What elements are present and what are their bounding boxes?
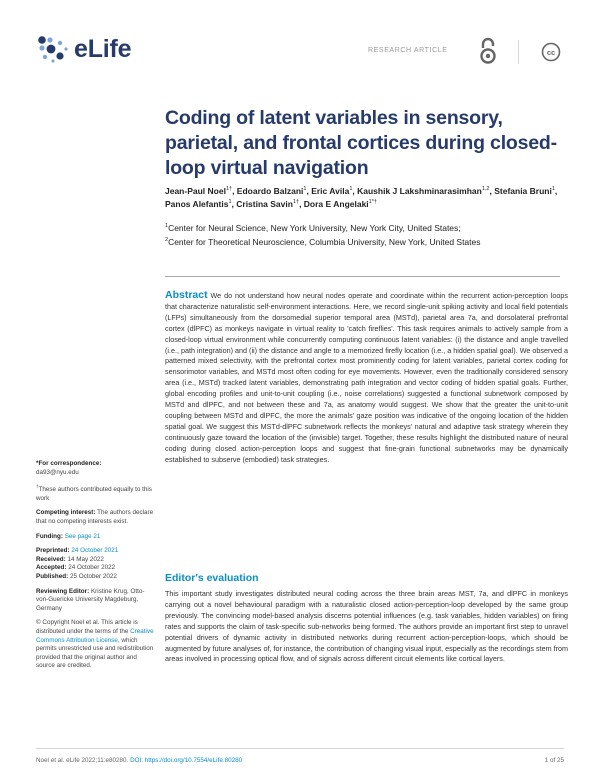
copyright-post: , which permits unrestricted use and redistribution provided that the original author and source are credited.: [36, 636, 154, 670]
correspondence-label: *For correspondence:: [36, 460, 102, 467]
author-affiliation-mark: 1: [303, 186, 307, 192]
date-value: 14 May 2022: [67, 555, 104, 563]
elife-logo[interactable]: [36, 34, 131, 64]
reviewing-editor: [36, 588, 154, 614]
affiliation-text: Center for Neural Science, New York University, New York City, United States;: [168, 222, 461, 233]
competing-text: The authors declare that no competing interests exist.: [36, 509, 154, 526]
author-affiliation-mark: 1,2: [481, 186, 490, 192]
funding-label: Funding:: [36, 532, 63, 540]
citation-text: Noel et al. eLife 2022;11:e80280.: [36, 757, 129, 764]
page-number: 1 of 25: [544, 757, 564, 764]
author-affiliation-mark: 1: [551, 186, 555, 192]
correspondence-email[interactable]: da93@nyu.edu: [36, 468, 79, 476]
date-row: [36, 556, 154, 565]
copyright-notice: [36, 619, 154, 671]
affiliation-number: 2: [165, 236, 169, 243]
open-access-icon[interactable]: [479, 37, 497, 65]
doi-label: DOI:: [130, 757, 144, 764]
funding-link[interactable]: See page 21: [64, 532, 101, 540]
equal-contribution-note: [36, 483, 154, 503]
competing-label: Competing interest:: [36, 509, 96, 517]
affiliation-item: [165, 220, 560, 234]
svg-text:cc: cc: [546, 48, 556, 57]
footer-divider: [36, 748, 564, 749]
cc-license-link[interactable]: Creative Commons Attribution License: [36, 628, 154, 644]
article-type-label: RESEARCH ARTICLE: [368, 47, 448, 54]
author-affiliation-mark: 1*†: [368, 199, 377, 206]
reviewing-label: Reviewing Editor:: [36, 587, 90, 595]
doi-link[interactable]: https://doi.org/10.7554/eLife.80280: [144, 757, 243, 764]
title-divider: [165, 276, 560, 277]
creative-commons-icon[interactable]: [541, 42, 561, 62]
author-list: Jean-Paul Noel$^{1\dagger}$, Edoardo Balzani$^1$, Eric Avila$^1$, Kaushik J Lakshminarasimhan$^{1,2}$, Stefania Bruni$^1$, Panos Alefantis$^1$, Cristina Savin$^{1\dagger}$, Dora E Angelaki$^{1*\dagger}$: [165, 185, 558, 210]
affiliation-text: Center for Theoretical Neuroscience, Columbia University, New York, United States: [168, 236, 481, 247]
equal-contrib-text: These authors contributed equally to this work: [36, 486, 152, 502]
date-value: 24 October 2022: [68, 564, 116, 572]
date-label: Accepted:: [36, 564, 67, 572]
date-label: Preprinted:: [36, 547, 70, 555]
date-row: [36, 564, 154, 573]
editor-evaluation-text: This important study investigates distributed neural coding across the three brain areas MST, 7a, and dlPFC in monkeys carrying out a novel behavioural paradigm with a naturalistic closed action-perception-loop developed by the same group previously. The convincing model-based analysis discerns potential influences (e.g. task variables, hidden variables) on firing rates and supports the claim of task-specific sub-networks being formed. The authors provide an important first step to unravel potential drivers of dynamic activity in distributed networks during recurrent action-perception-loops, which should be augmented by future analyses of, for instance, the contribution of changing visual input, especially as the recordings stem from areas involved in processing optical flow, and of signals across different circuit elements like cortical layers.: [165, 589, 568, 664]
date-value[interactable]: 24 October 2021: [71, 547, 119, 555]
author-name[interactable]: Cristina Savin: [236, 199, 293, 210]
date-row: [36, 573, 154, 582]
article-info-sidebar: [36, 460, 154, 677]
abstract: [165, 290, 568, 466]
header-divider: [518, 40, 519, 64]
date-value: 25 October 2022: [69, 573, 117, 581]
abstract-text: We do not understand how neural nodes operate and coordinate within the recurrent action-perception loops that characterize naturalistic self-environment interactions. Here, we record single-unit spiking activity and local field potentials (LFPs) simultaneously from the dorsomedial superior temporal area (MSTd), parietal area 7a, and dorsolateral prefrontal cortex (dlPFC) as monkeys navigate in virtual reality to 'catch fireflies'. This task requires animals to actively sample from a closed-loop virtual environment while concurrently computing continuous latent variables: (i) the distance and angle travelled (i.e., path integration) and (ii) the distance and angle to a memorized firefly location (i.e., a hidden spatial goal). We observed a patterned mixed selectivity, with the prefrontal cortex most prominently coding for latent variables, parietal cortex coding for sensorimotor variables, and MSTd most often coding for eye movements. However, even the traditionally considered sensory area (i.e., MSTd) tracked latent variables, demonstrating path integration and vector coding of hidden spatial goals. Further, global encoding profiles and unit-to-unit coupling (i.e., noise correlations) suggested a functional subnetwork composed by MSTd and dlPFC, and not between these and 7a, as anatomy would suggest. We show that the greater the unit-to-unit coupling between MSTd and dlPFC, the more the animals' gaze position was indicative of the ongoing location of the hidden spatial goal. We suggest this MSTd-dlPFC subnetwork reflects the monkeys' natural and adaptive task strategy wherein they continuously gaze toward the location of the (invisible) target. Together, these results highlight the distributed nature of neural coding during closed action-perception loops and suggest that fine-grain functional subnetworks may be dynamically established to subserve (embodied) task strategies.: [165, 291, 568, 464]
copyright-icon: ©: [36, 619, 41, 627]
elife-logo-icon: [36, 34, 70, 64]
author-name[interactable]: Dora E Angelaki: [303, 199, 369, 210]
author-name[interactable]: Stefania Bruni: [494, 185, 552, 196]
author-affiliation-mark: 1†: [292, 199, 300, 206]
reviewing-text: Kristine Krug, Otto-von-Guericke University Magdeburg, Germany: [36, 587, 145, 612]
affiliation-number: 1: [165, 223, 169, 229]
article-dates: [36, 547, 154, 581]
abstract-heading: Abstract: [165, 289, 208, 301]
author-affiliation-mark: 1: [228, 199, 232, 206]
author-name[interactable]: Panos Alefantis: [165, 199, 229, 210]
copyright-pre: Copyright Noel et al. This article is distributed under the terms of the: [36, 619, 138, 635]
affiliations: [165, 220, 560, 248]
footer-citation: [36, 757, 242, 764]
date-label: Received:: [36, 555, 66, 563]
editor-evaluation-heading: Editor's evaluation: [165, 572, 259, 584]
author-name[interactable]: Eric Avila: [311, 185, 350, 196]
author-name[interactable]: Jean-Paul Noel: [165, 185, 226, 196]
author-affiliation-mark: 1†: [225, 186, 233, 192]
article-title: Coding of latent variables in sensory, parietal, and frontal cortices during closed-loop virtual navigation: [165, 107, 557, 179]
equal-contrib-mark: †: [36, 484, 39, 490]
affiliation-item: [165, 234, 560, 248]
date-label: Published:: [36, 573, 69, 581]
correspondence-block: [36, 460, 154, 477]
author-name[interactable]: Edoardo Balzani: [236, 185, 304, 196]
logo-text: eLife: [74, 34, 132, 63]
competing-interest: [36, 509, 154, 526]
author-name[interactable]: Kaushik J Lakshminarasimhan: [357, 185, 482, 196]
funding: [36, 533, 154, 542]
date-row: [36, 547, 154, 556]
page-header: [0, 0, 600, 100]
author-affiliation-mark: 1: [349, 186, 353, 192]
